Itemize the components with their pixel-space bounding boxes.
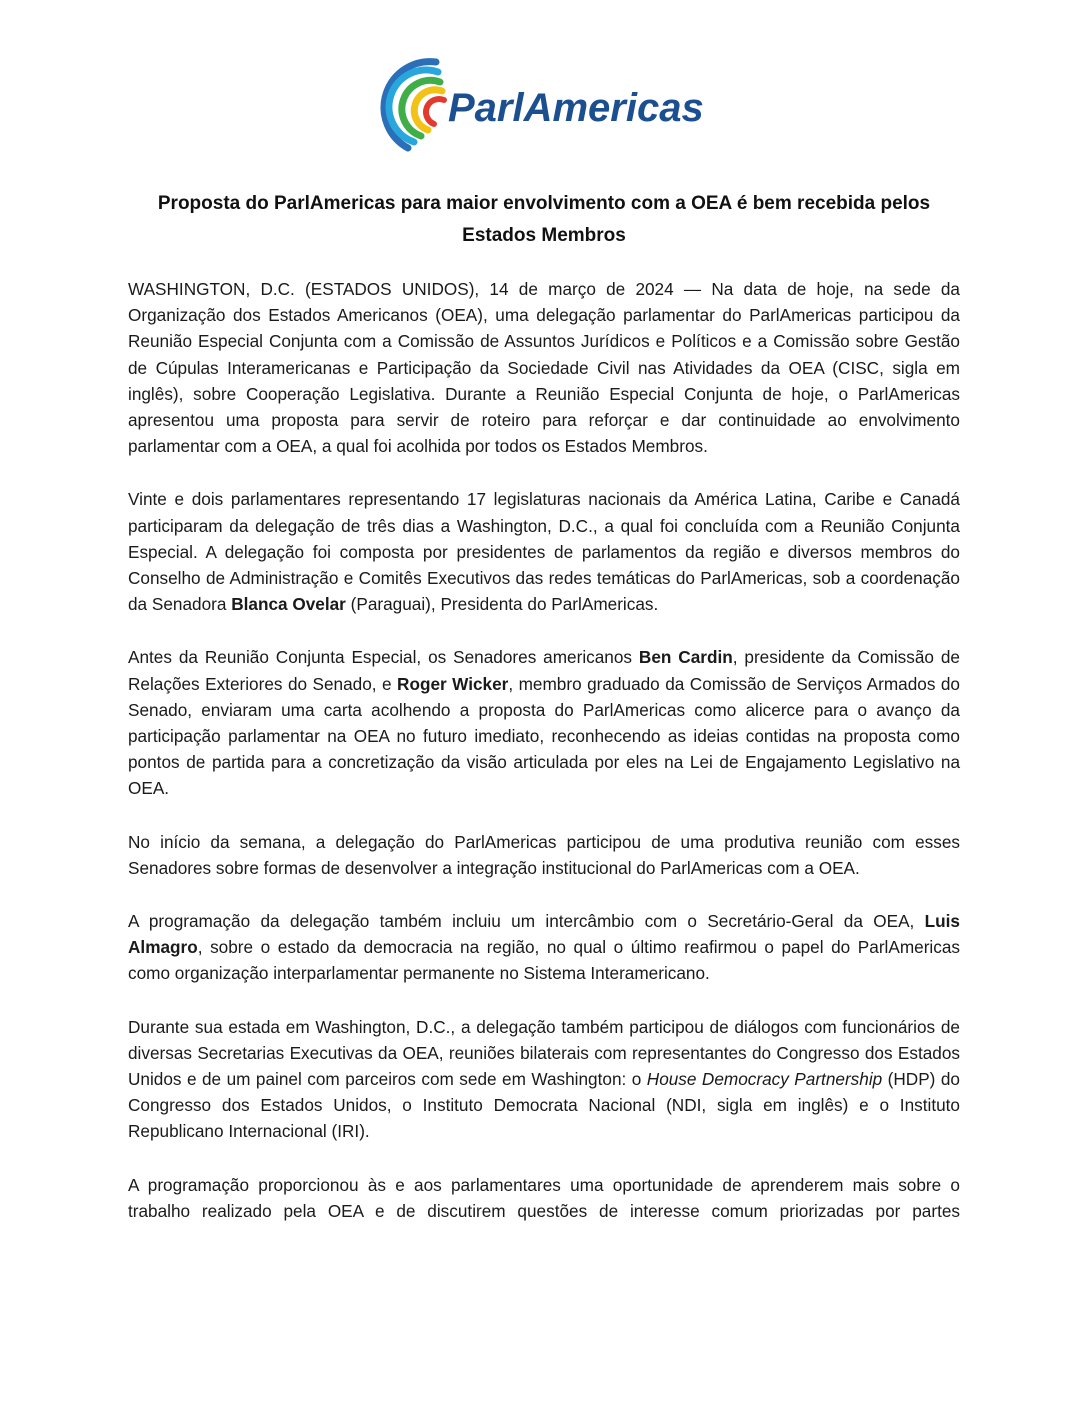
paragraph-7: A programação proporcionou às e aos parlamentares uma oportunidade de aprenderem mais sobre o trabalho realizado pela OEA e de discutirem questões de interesse comum priorizadas por partes [128,1174,960,1221]
paragraph-3-text-b: , presidente da Comissão de Relações Exteriores do Senado, e [128,647,960,694]
paragraph-3 [128,644,960,801]
paragraph-1: WASHINGTON, D.C. (ESTADOS UNIDOS), 14 de março de 2024 — Na data de hoje, na sede da Organização dos Estados Americanos (OEA), uma delegação parlamentar do ParlAmericas participou da Reunião Especial Conjunta com a Comissão de Assuntos Jurídicos e Políticos e a Comissão sobre Gestão de Cúpulas Interamericanas e Participação da Sociedade Civil nas Atividades da OEA (CISC, sigla em inglês), sobre Cooperação Legislativa. Durante a Reunião Especial Conjunta de hoje, o ParlAmericas apresentou uma proposta para servir de roteiro para reforçar e dar continuidade ao envolvimento parlamentar com a OEA, a qual foi acolhida por todos os Estados Membros. [128,279,960,457]
paragraph-5 [128,908,960,987]
paragraph-5-text-a: A programação da delegação também incluiu um intercâmbio com o Secretário-Geral da OEA, [128,911,925,932]
paragraph-2-text-b: (Paraguai), Presidenta do ParlAmericas. [345,594,659,615]
paragraph-3-text-c: , membro graduado da Comissão de Serviços Armados do Senado, enviaram uma carta acolhendo a proposta do ParlAmericas como alicerce para o avanço da participação parlamentar na OEA no futuro imediato, reconhecendo as ideias contidas na proposta como pontos de partida para a concretização da visão articulada por eles na Lei de Engajamento Legislativo na OEA. [128,673,960,799]
press-release-title: Proposta do ParlAmericas para maior envolvimento com a OEA é bem recebida pelos Estados Membros [157,193,931,246]
paragraph-2-text-a: Vinte e dois parlamentares representando 17 legislaturas nacionais da América Latina, Caribe e Canadá participaram da delegação de três dias a Washington, D.C., a qual foi concluída com a Reunião Conjunta Especial. A delegação foi composta por presidentes de parlamentos da região e diversos membros do Conselho de Administração e Comitês Executivos das redes temáticas do ParlAmericas, sob a coordenação da Senadora [128,489,960,615]
house-democracy-partnership: House Democracy Partnership [646,1069,883,1090]
paragraph-2 [128,486,960,617]
paragraph-6 [128,1014,960,1145]
paragraph-4: No início da semana, a delegação do ParlAmericas participou de uma produtiva reunião com esses Senadores sobre formas de desenvolver a integração institucional do ParlAmericas com a OEA. [128,831,960,878]
logo-wordmark: ParlAmericas [448,86,704,130]
paragraph-6-text-a: Durante sua estada em Washington, D.C., a delegação também participou de diálogos com funcionários de diversas Secretarias Executivas da OEA, reuniões bilaterais com representantes do Congresso dos Estados Unidos e de um painel com parceiros com sede em Washington: o [128,1016,960,1090]
paragraph-5-text-b: , sobre o estado da democracia na região, no qual o último reafirmou o papel do ParlAmericas como organização interparlamentar permanente no Sistema Interamericano. [128,937,960,984]
press-release-body [128,276,960,1251]
paragraph-6-text-b: (HDP) do Congresso dos Estados Unidos, o Instituto Democrata Nacional (NDI, sigla em inglês) e o Instituto Republicano Internacional (IRI). [128,1069,960,1142]
logo-arcs [384,62,444,148]
name-blanca-ovelar: Blanca Ovelar [231,594,346,615]
name-roger-wicker: Roger Wicker [397,673,509,694]
parlamericas-logo-icon [378,56,718,156]
name-luis-almagro: Luis Almagro [128,911,960,958]
paragraph-3-text-a: Antes da Reunião Conjunta Especial, os Senadores americanos [128,647,639,668]
name-ben-cardin: Ben Cardin [638,647,733,668]
parlamericas-logo [378,56,718,156]
